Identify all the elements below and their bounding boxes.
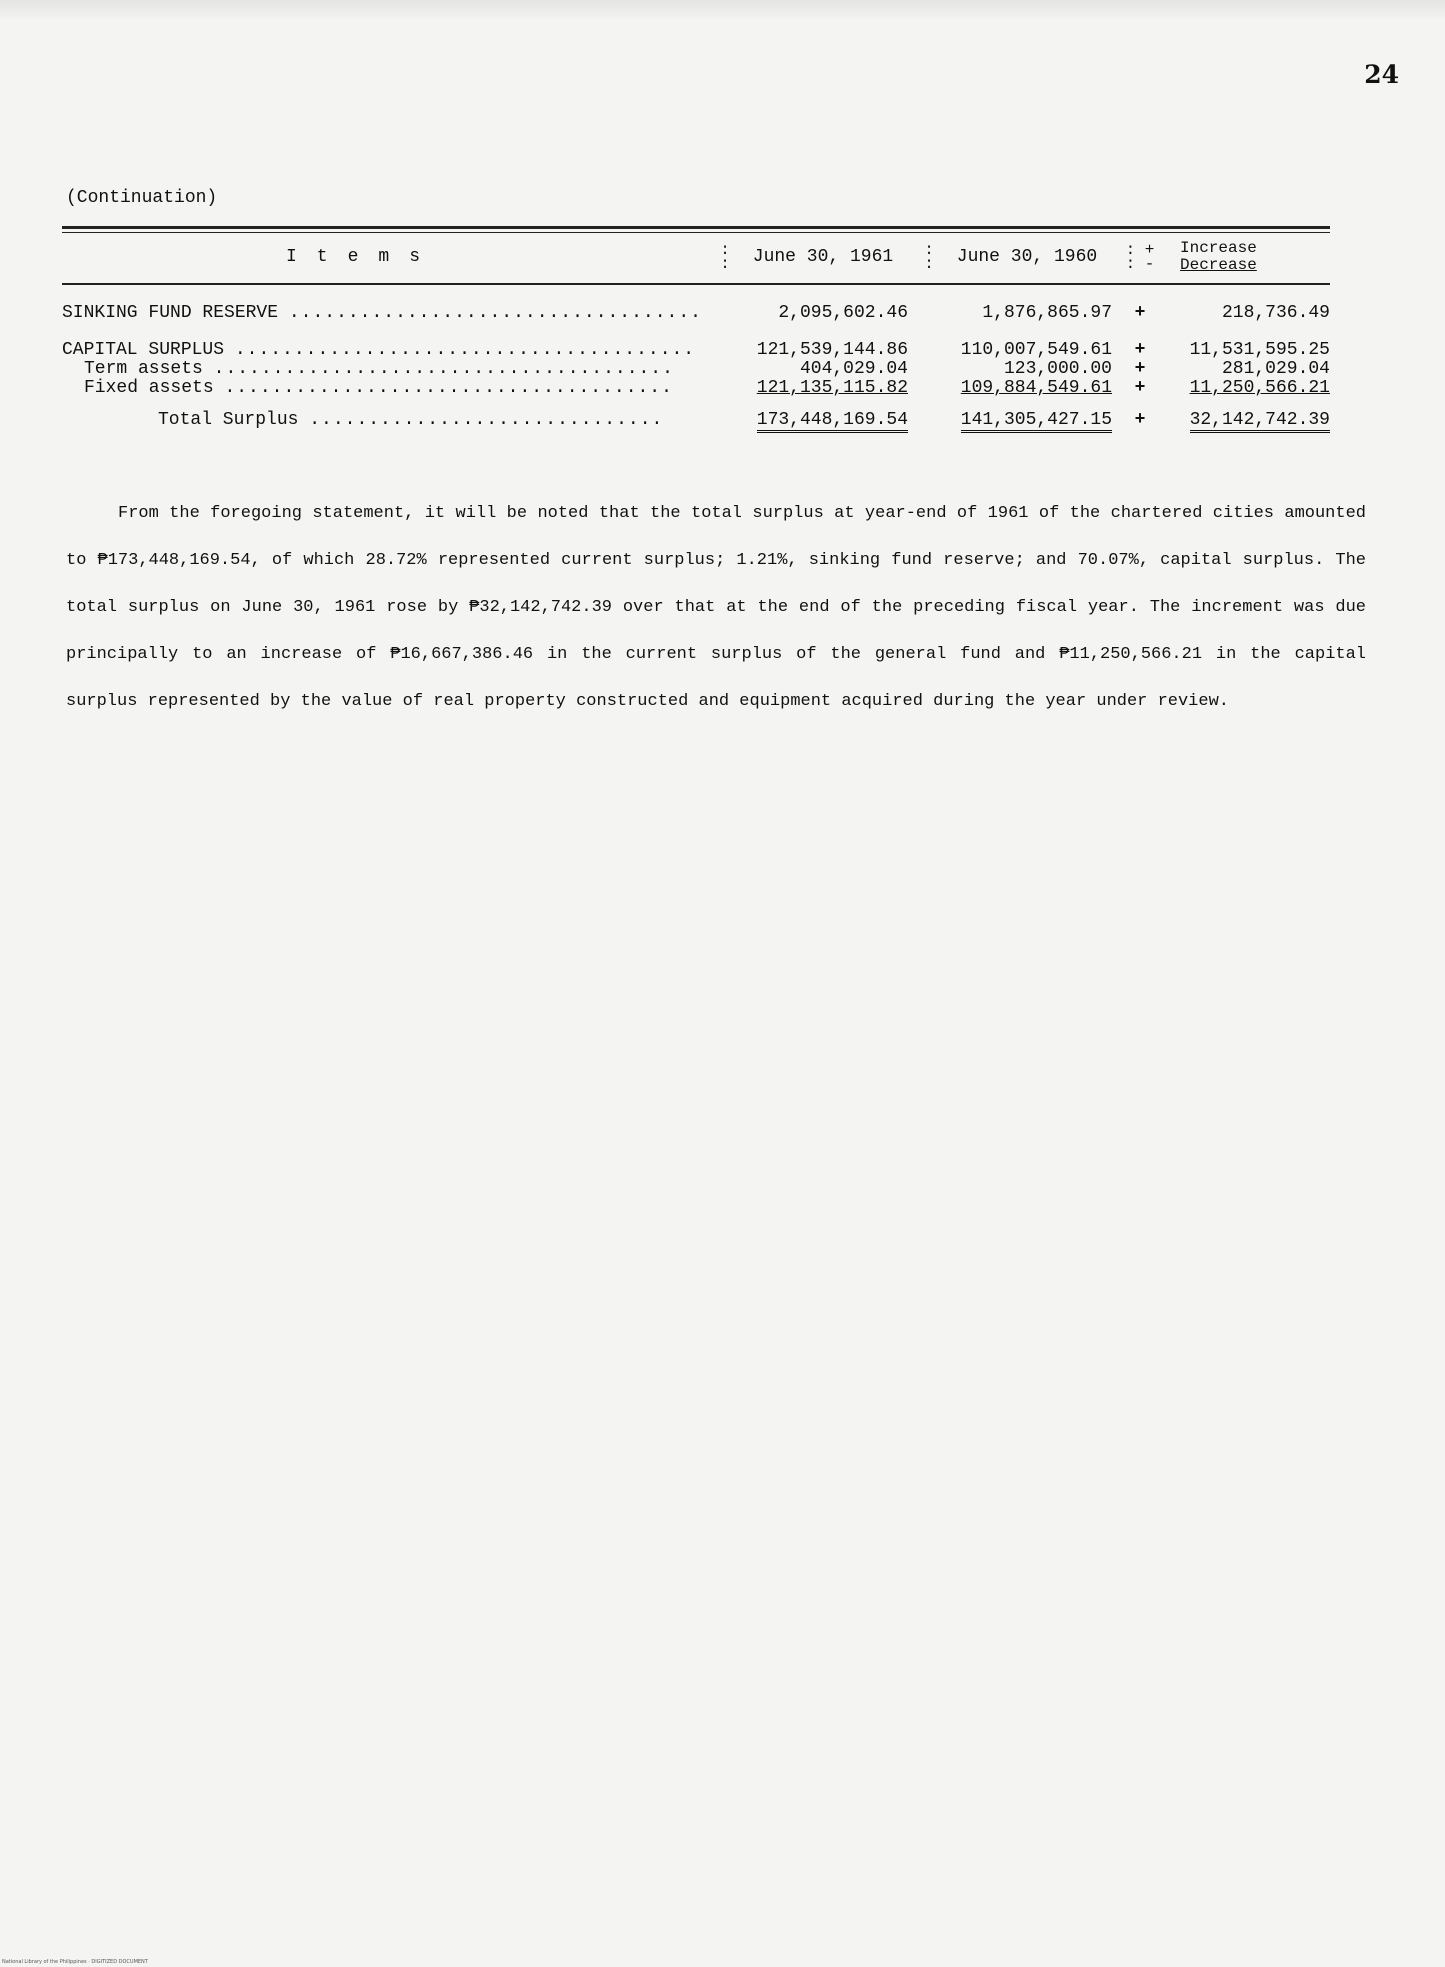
header-items: Items xyxy=(286,247,441,267)
continuation-label: (Continuation) xyxy=(66,188,218,208)
header-decrease: Decrease xyxy=(1180,256,1257,274)
header-colon: : : xyxy=(720,241,730,273)
table-header-row xyxy=(62,233,1330,281)
header-june-1960: June 30, 1960 xyxy=(956,247,1098,267)
cell-1960: 123,000.00 xyxy=(1003,359,1112,379)
header-colon: : : xyxy=(924,241,934,273)
table-row xyxy=(62,303,1330,323)
surplus-table xyxy=(62,226,1330,433)
scan-top-shadow xyxy=(0,0,1445,20)
cell-1961: 121,135,115.82 xyxy=(756,378,908,398)
cell-change: 11,531,595.25 xyxy=(1189,340,1330,360)
row-label: CAPITAL SURPLUS ....................................... xyxy=(62,340,696,360)
row-label: Fixed assets ...................................... xyxy=(84,378,673,398)
cell-sign: + xyxy=(1134,303,1146,323)
table-row xyxy=(62,360,1330,379)
header-plus-sign: + xyxy=(1144,241,1155,259)
cell-change: 32,142,742.39 xyxy=(1190,410,1330,433)
row-label: SINKING FUND RESERVE ................................... xyxy=(62,303,702,323)
table-row xyxy=(62,379,1330,398)
row-label: Total Surplus .............................. xyxy=(158,410,664,430)
cell-1961: 173,448,169.54 xyxy=(757,410,908,433)
header-minus-sign: - xyxy=(1144,255,1155,273)
cell-1960: 1,876,865.97 xyxy=(982,303,1112,323)
cell-1961: 121,539,144.86 xyxy=(756,340,908,360)
body-paragraph xyxy=(66,490,1366,725)
cell-1961: 2,095,602.46 xyxy=(778,303,908,323)
paragraph-text: From the foregoing statement, it will be noted that the total surplus at year-end of 1961 of the chartered cities amounted to ₱173,448,169.54, of which 28.72% represented current surplus; 1.21%, sinking fund reserve; and 70.07%, capital surplus. The total surplus on June 30, 1961 rose by ₱32,142,742.39 over that at the end of the preceding fiscal year. The increment was due principally to an increase of ₱16,667,386.46 in the current surplus of the general fund and ₱11,250,566.21 in the capital surplus represented by the value of real property constructed and equipment acquired during the year under review. xyxy=(66,504,1366,711)
header-increase: Increase xyxy=(1180,239,1257,257)
cell-sign: + xyxy=(1134,359,1146,379)
header-colon-sign: : + : - xyxy=(1125,241,1155,273)
cell-sign: + xyxy=(1134,378,1146,398)
row-label: Term assets ....................................... xyxy=(84,359,674,379)
cell-1960: 110,007,549.61 xyxy=(960,340,1112,360)
cell-sign: + xyxy=(1134,340,1146,360)
cell-sign: + xyxy=(1134,410,1146,430)
page-number: 24 xyxy=(1364,60,1399,89)
header-june-1961: June 30, 1961 xyxy=(752,247,894,267)
table-top-rule xyxy=(62,226,1330,229)
header-increase-decrease xyxy=(1160,233,1330,281)
cell-change: 218,736.49 xyxy=(1221,303,1330,323)
footer-credit: National Library of the Philippines · DIGITIZED DOCUMENT xyxy=(2,1959,148,1965)
table-row-total xyxy=(62,410,1330,433)
table-row xyxy=(62,341,1330,360)
cell-change: 11,250,566.21 xyxy=(1189,378,1330,398)
cell-1960: 109,884,549.61 xyxy=(960,378,1112,398)
cell-change: 281,029.04 xyxy=(1221,359,1330,379)
cell-1961: 404,029.04 xyxy=(799,359,908,379)
cell-1960: 141,305,427.15 xyxy=(961,410,1112,433)
